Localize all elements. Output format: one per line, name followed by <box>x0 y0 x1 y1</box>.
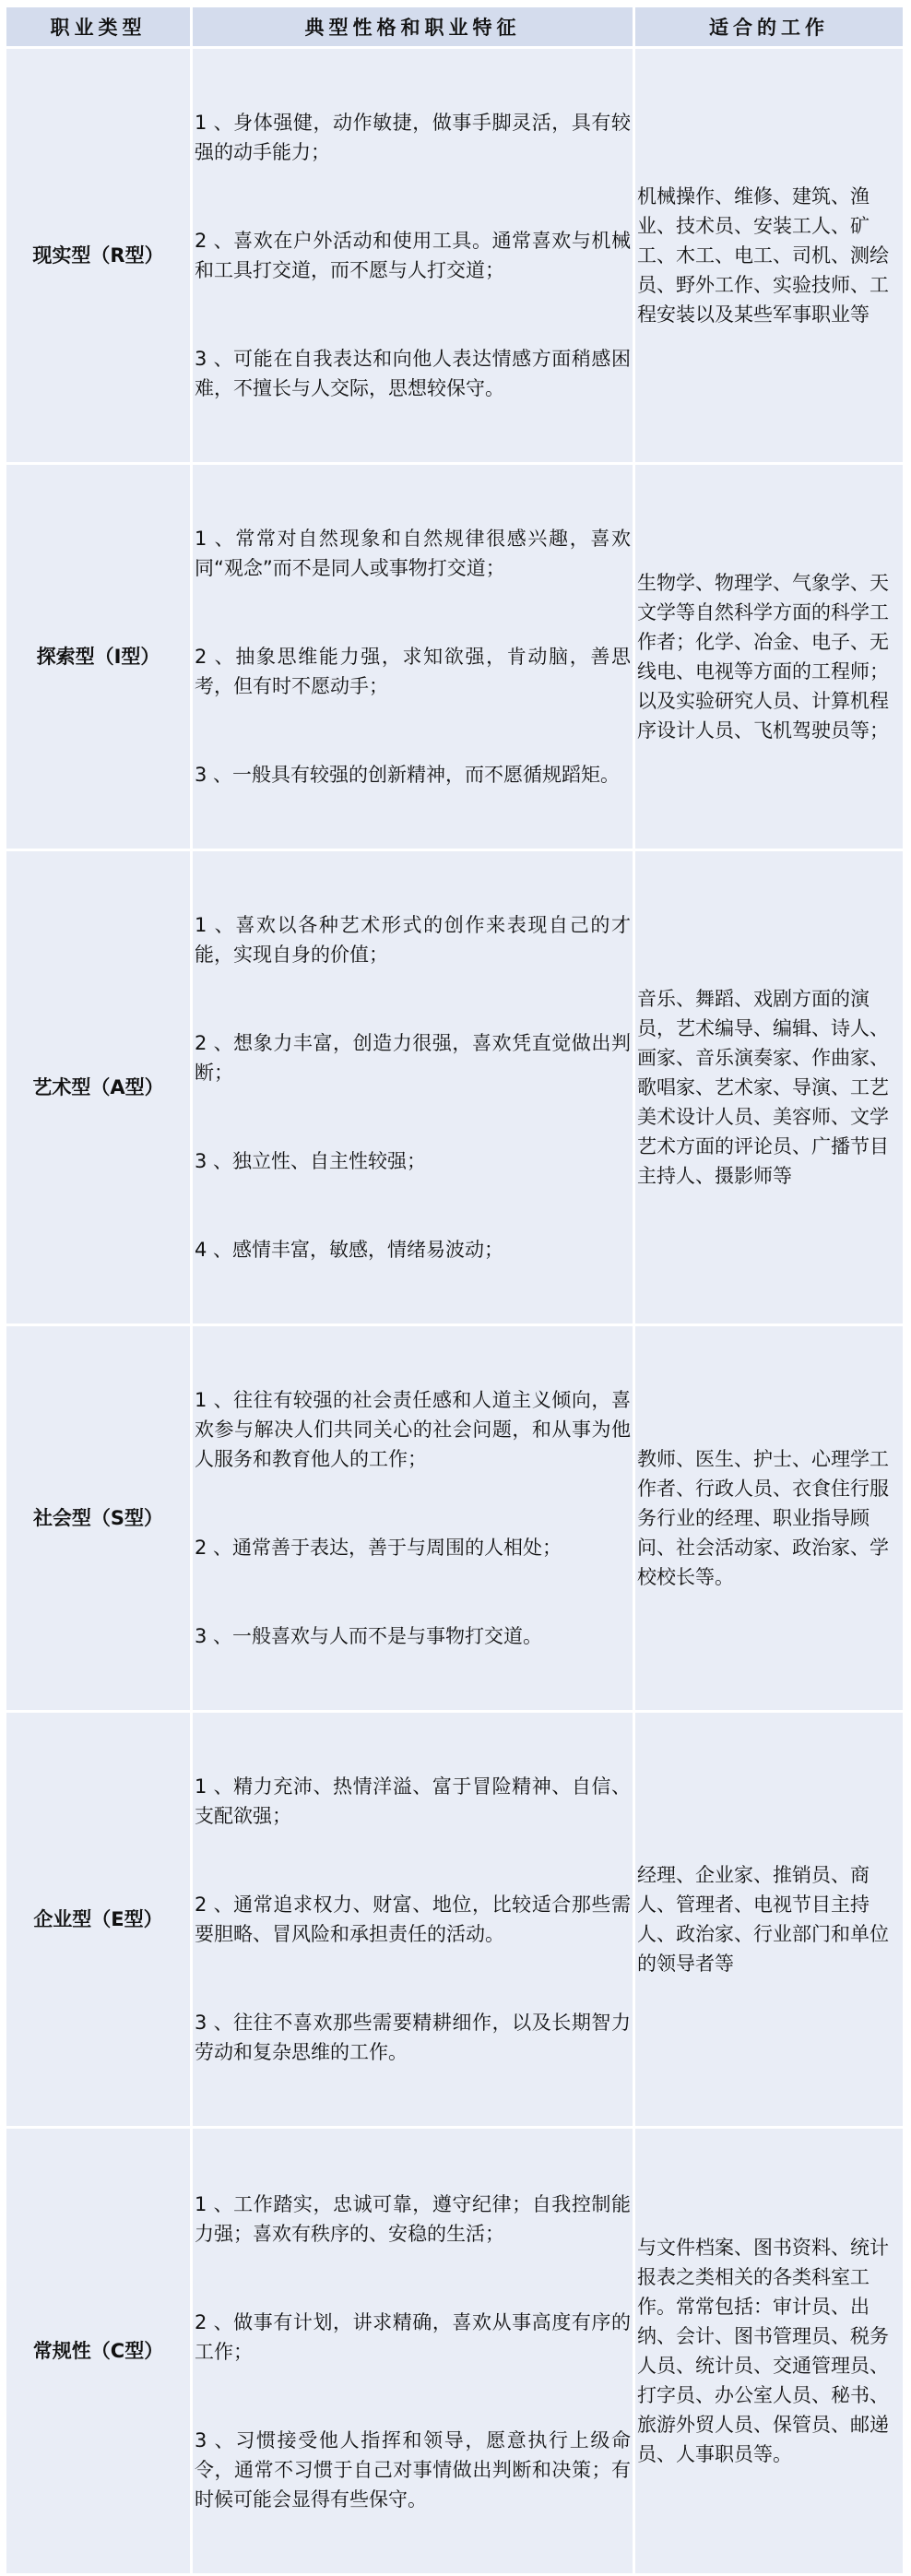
trait-item: 3 、可能在自我表达和向他人表达情感方面稍感困难，不擅长与人交际，思想较保守。 <box>195 348 631 399</box>
table-row-realistic <box>6 49 903 462</box>
career-type-cell: 探索型（I型） <box>6 465 190 849</box>
career-type-cell: 常规性（C型） <box>6 2129 190 2573</box>
career-type-cell: 现实型（R型） <box>6 49 190 462</box>
trait-item: 3 、习惯接受他人指挥和领导，愿意执行上级命令，通常不习惯于自己对事情做出判断和决策；有时候可能会显得有些保守。 <box>195 2429 631 2511</box>
trait-item: 4 、感情丰富，敏感，情绪易波动； <box>195 1239 504 1261</box>
jobs-cell: 生物学、物理学、气象学、天文学等自然科学方面的科学工作者；化学、冶金、电子、无线电、电视等方面的工程师；以及实验研究人员、计算机程序设计人员、飞机驾驶员等； <box>635 465 903 849</box>
trait-item: 1 、身体强健，动作敏捷，做事手脚灵活，具有较强的动手能力； <box>195 112 631 163</box>
jobs-cell: 教师、医生、护士、心理学工作者、行政人员、衣食住行服务行业的经理、职业指导顾问、社会活动家、政治家、学校校长等。 <box>635 1326 903 1710</box>
traits-cell <box>193 851 633 1324</box>
trait-item: 1 、喜欢以各种艺术形式的创作来表现自己的才能，实现自身的价值； <box>195 914 631 966</box>
header-career-type: 职业类型 <box>6 7 190 46</box>
table-row-artistic <box>6 851 903 1324</box>
traits-cell <box>193 49 633 462</box>
trait-item: 3 、一般具有较强的创新精神，而不愿循规蹈矩。 <box>195 764 621 786</box>
jobs-cell: 音乐、舞蹈、戏剧方面的演员，艺术编导、编辑、诗人、画家、音乐演奏家、作曲家、歌唱家、艺术家、导演、工艺美术设计人员、美容师、文学艺术方面的评论员、广播节目主持人、摄影师等 <box>635 851 903 1324</box>
career-type-table <box>4 5 905 2576</box>
trait-item: 2 、通常善于表达，善于与周围的人相处； <box>195 1537 562 1559</box>
table-row-enterprising <box>6 1713 903 2126</box>
table-row-investigative <box>6 465 903 849</box>
trait-item: 2 、抽象思维能力强，求知欲强，肯动脑，善思考，但有时不愿动手； <box>195 646 631 697</box>
header-row <box>6 7 903 46</box>
career-type-cell: 艺术型（A型） <box>6 851 190 1324</box>
trait-item: 3 、往往不喜欢那些需要精耕细作，以及长期智力劳动和复杂思维的工作。 <box>195 2012 631 2063</box>
career-type-cell: 企业型（E型） <box>6 1713 190 2126</box>
table-row-conventional <box>6 2129 903 2573</box>
traits-cell <box>193 1713 633 2126</box>
trait-item: 2 、通常追求权力、财富、地位，比较适合那些需要胆略、冒风险和承担责任的活动。 <box>195 1893 631 1945</box>
trait-item: 2 、想象力丰富，创造力很强，喜欢凭直觉做出判断； <box>195 1032 631 1084</box>
jobs-cell: 机械操作、维修、建筑、渔业、技术员、安装工人、矿工、木工、电工、司机、测绘员、野外工作、实验技师、工程安装以及某些军事职业等 <box>635 49 903 462</box>
trait-item: 1 、常常对自然现象和自然规律很感兴趣，喜欢同“观念”而不是同人或事物打交道； <box>195 528 631 579</box>
header-traits: 典型性格和职业特征 <box>193 7 633 46</box>
trait-item: 1 、往往有较强的社会责任感和人道主义倾向，喜欢参与解决人们共同关心的社会问题，和从事为他人服务和教育他人的工作； <box>195 1389 631 1470</box>
trait-item: 1 、精力充沛、热情洋溢、富于冒险精神、自信、支配欲强； <box>195 1775 631 1827</box>
jobs-cell: 与文件档案、图书资料、统计报表之类相关的各类科室工作。常常包括：审计员、出纳、会计、图书管理员、税务人员、统计员、交通管理员、打字员、办公室人员、秘书、旅游外贸人员、保管员、邮递员、人事职员等。 <box>635 2129 903 2573</box>
jobs-cell: 经理、企业家、推销员、商人、管理者、电视节目主持人、政治家、行业部门和单位的领导者等 <box>635 1713 903 2126</box>
traits-cell <box>193 1326 633 1710</box>
trait-item: 3 、一般喜欢与人而不是与事物打交道。 <box>195 1625 543 1647</box>
trait-item: 2 、做事有计划，讲求精确，喜欢从事高度有序的工作； <box>195 2311 631 2363</box>
career-type-cell: 社会型（S型） <box>6 1326 190 1710</box>
trait-item: 2 、喜欢在户外活动和使用工具。通常喜欢与机械和工具打交道，而不愿与人打交道； <box>195 230 631 281</box>
trait-item: 3 、独立性、自主性较强； <box>195 1150 427 1172</box>
header-suitable-jobs: 适合的工作 <box>635 7 903 46</box>
traits-cell <box>193 465 633 849</box>
traits-cell <box>193 2129 633 2573</box>
table-row-social <box>6 1326 903 1710</box>
trait-item: 1 、工作踏实，忠诚可靠，遵守纪律；自我控制能力强；喜欢有秩序的、安稳的生活； <box>195 2193 631 2245</box>
